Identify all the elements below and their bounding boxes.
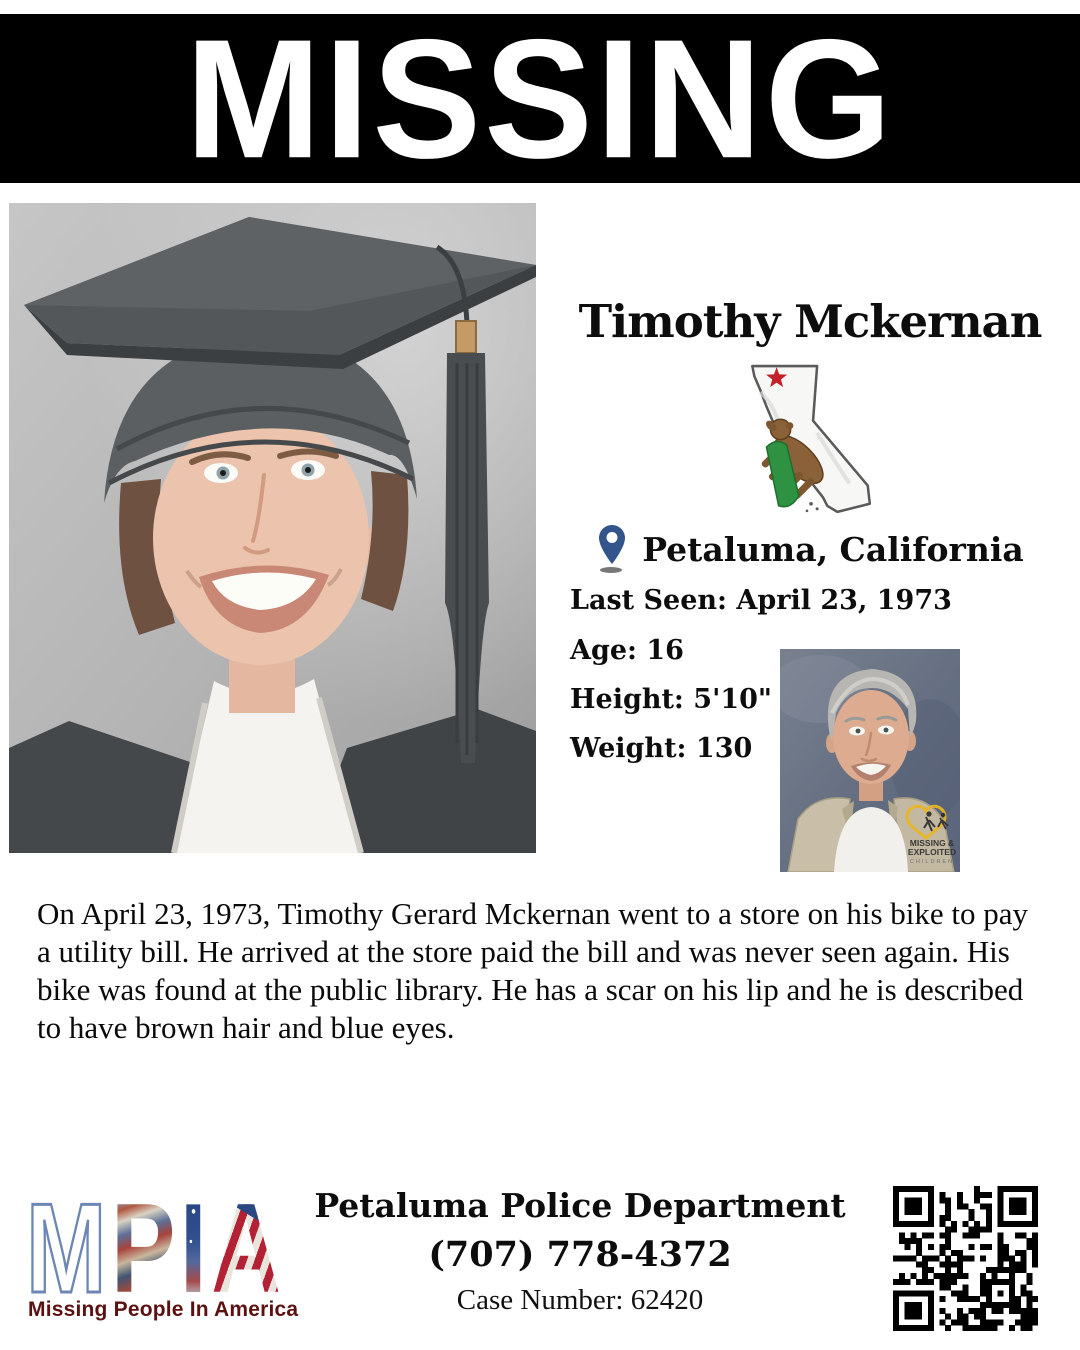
mpia-letter-m: M (26, 1177, 107, 1319)
svg-text:EXPLOITED: EXPLOITED (907, 847, 957, 857)
case-number: Case Number: 62420 (456, 1284, 704, 1316)
svg-text:CHILDREN: CHILDREN (909, 859, 955, 865)
qr-pattern (893, 1186, 1038, 1331)
mpia-letter-p: P (110, 1177, 176, 1319)
detail-last-seen: Last Seen: April 23, 1973 (570, 585, 952, 616)
footer-contact (280, 1186, 880, 1317)
missing-person-photo (9, 203, 536, 853)
detail-age: Age: 16 (570, 635, 684, 666)
mpia-letter-a: A (211, 1177, 282, 1319)
qr-code (893, 1186, 1038, 1331)
missing-banner (0, 2, 1080, 194)
detail-height: Height: 5'10" (570, 684, 772, 715)
svg-text:MISSING &: MISSING & (909, 838, 955, 848)
location-text: Petaluma, California (642, 529, 1024, 569)
mpia-letter-i: I (179, 1177, 207, 1319)
department-name: Petaluma Police Department (314, 1186, 846, 1225)
location-row (540, 522, 1080, 576)
description-text: On April 23, 1973, Timothy Gerard Mckernan went to a store on his bike to pay a utility bill. He arrived at the store paid the bill and was never seen again. His bike was found at the public library. He has a scar on his lip and he is described to have brown hair and blue eyes. (37, 896, 1029, 1045)
age-progressed-photo (780, 649, 960, 872)
phone-number: (707) 778-4372 (428, 1234, 732, 1275)
california-map-icon (736, 362, 880, 522)
detail-weight: Weight: 130 (570, 733, 753, 764)
person-name: Timothy Mckernan (578, 295, 1042, 348)
mpia-tagline: Missing People In America (28, 1298, 299, 1321)
graduation-portrait-illustration (9, 203, 536, 853)
banner-title: MISSING (185, 2, 895, 194)
location-pin-icon (596, 523, 628, 575)
